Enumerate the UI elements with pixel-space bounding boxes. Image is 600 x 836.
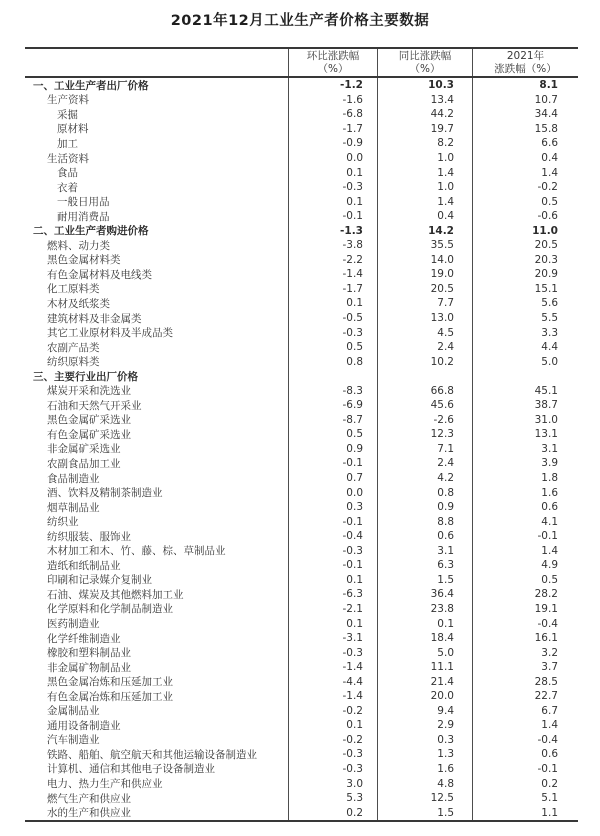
row-value-ytd: 0.2: [472, 776, 578, 791]
table-row: [25, 544, 578, 559]
table-row: [25, 573, 578, 588]
table-row: [25, 762, 578, 777]
row-value-ytd: 0.6: [472, 747, 578, 762]
row-label: 烟草制品业: [47, 501, 100, 514]
table-row: [25, 500, 578, 515]
row-value-ytd: 0.5: [472, 573, 578, 588]
table-row: [25, 747, 578, 762]
row-value-mom: -0.3: [288, 180, 377, 195]
row-value-yoy: 45.6: [377, 398, 472, 413]
table-row: [25, 282, 578, 297]
table-row: [25, 122, 578, 137]
table-row: [25, 383, 578, 398]
table-row: [25, 631, 578, 646]
row-value-mom: -3.1: [288, 631, 377, 646]
row-value-ytd: 0.6: [472, 500, 578, 515]
row-value-mom: -8.3: [288, 383, 377, 398]
row-value-yoy: 3.1: [377, 544, 472, 559]
row-label: 食品: [57, 167, 78, 180]
row-value-mom: 0.7: [288, 471, 377, 486]
row-label: 电力、热力生产和供应业: [47, 778, 163, 791]
row-value-ytd: -0.1: [472, 762, 578, 777]
page-title: 2021年12月工业生产者价格主要数据: [170, 13, 430, 29]
row-value-yoy: 12.5: [377, 791, 472, 806]
row-label: 生产资料: [47, 94, 89, 107]
row-value-ytd: 1.6: [472, 485, 578, 500]
row-value-yoy: 1.0: [377, 180, 472, 195]
header-cell-ytd: [472, 49, 578, 76]
row-value-yoy: 9.4: [377, 704, 472, 719]
row-label: 木材加工和木、竹、藤、棕、草制品业: [47, 545, 226, 558]
table-row: [25, 165, 578, 180]
row-value-yoy: -2.6: [377, 413, 472, 428]
row-value-mom: -0.3: [288, 325, 377, 340]
row-value-ytd: 1.4: [472, 718, 578, 733]
row-value-yoy: 14.0: [377, 253, 472, 268]
row-value-ytd: 15.1: [472, 282, 578, 297]
row-value-yoy: 21.4: [377, 674, 472, 689]
row-value-ytd: 11.0: [472, 223, 578, 238]
row-value-yoy: 14.2: [377, 223, 472, 238]
row-label: 燃气生产和供应业: [47, 792, 131, 805]
row-value-ytd: -0.4: [472, 733, 578, 748]
row-label: 化学纤维制造业: [47, 632, 121, 645]
row-value-mom: 0.5: [288, 340, 377, 355]
row-value-ytd: -0.2: [472, 180, 578, 195]
table-row: [25, 791, 578, 806]
table-row: [25, 558, 578, 573]
row-value-ytd: 45.1: [472, 383, 578, 398]
row-value-ytd: [472, 369, 578, 384]
row-label: 一般日用品: [57, 196, 110, 209]
row-value-ytd: 19.1: [472, 602, 578, 617]
row-value-mom: -1.2: [288, 78, 377, 93]
row-value-yoy: 2.4: [377, 340, 472, 355]
row-value-yoy: 35.5: [377, 238, 472, 253]
row-label: 其它工业原材料及半成品类: [47, 327, 173, 340]
row-value-yoy: 4.2: [377, 471, 472, 486]
row-value-ytd: 22.7: [472, 689, 578, 704]
table-row: [25, 689, 578, 704]
row-value-yoy: 10.3: [377, 78, 472, 93]
table-row: [25, 427, 578, 442]
row-value-mom: -1.7: [288, 282, 377, 297]
table-row: [25, 514, 578, 529]
row-value-ytd: 1.4: [472, 544, 578, 559]
row-value-mom: -0.5: [288, 311, 377, 326]
table-row: [25, 325, 578, 340]
row-value-mom: -0.3: [288, 645, 377, 660]
table-row: [25, 529, 578, 544]
row-value-mom: 0.3: [288, 500, 377, 515]
row-label: 食品制造业: [47, 472, 100, 485]
row-value-ytd: 3.1: [472, 442, 578, 457]
row-value-mom: 0.1: [288, 296, 377, 311]
row-value-ytd: 31.0: [472, 413, 578, 428]
row-label: 有色金属材料及电线类: [47, 268, 152, 281]
row-label: 非金属矿物制品业: [47, 661, 131, 674]
table-row: [25, 223, 578, 238]
row-value-yoy: 0.4: [377, 209, 472, 224]
row-label: 橡胶和塑料制品业: [47, 647, 131, 660]
header-yoy-line2: （%）: [409, 62, 441, 75]
row-value-ytd: 3.7: [472, 660, 578, 675]
row-value-ytd: 4.9: [472, 558, 578, 573]
row-value-ytd: 13.1: [472, 427, 578, 442]
row-label: 加工: [57, 137, 78, 150]
row-label: 非金属矿采选业: [47, 443, 121, 456]
row-value-ytd: 16.1: [472, 631, 578, 646]
row-value-yoy: 4.8: [377, 776, 472, 791]
row-value-ytd: -0.4: [472, 616, 578, 631]
table-row: [25, 485, 578, 500]
row-value-yoy: 5.0: [377, 645, 472, 660]
row-value-yoy: 10.2: [377, 354, 472, 369]
row-value-mom: -0.3: [288, 747, 377, 762]
table-row: [25, 194, 578, 209]
header-ytd-line1: 2021年: [506, 50, 545, 62]
table-row: [25, 442, 578, 457]
row-value-yoy: 2.9: [377, 718, 472, 733]
table-row: [25, 776, 578, 791]
row-value-ytd: 5.6: [472, 296, 578, 311]
table-row: [25, 413, 578, 428]
row-value-ytd: 3.3: [472, 325, 578, 340]
table-row: [25, 253, 578, 268]
row-value-mom: -0.1: [288, 514, 377, 529]
row-label: 二、工业生产者购进价格: [33, 225, 149, 238]
row-value-mom: -8.7: [288, 413, 377, 428]
row-label: 煤炭开采和洗选业: [47, 385, 131, 398]
table-row: [25, 733, 578, 748]
row-value-yoy: 1.4: [377, 194, 472, 209]
table-row: [25, 471, 578, 486]
header-cell-yoy: [377, 49, 472, 76]
row-value-mom: -0.1: [288, 558, 377, 573]
row-value-mom: -0.1: [288, 209, 377, 224]
row-label: 建筑材料及非金属类: [47, 312, 142, 325]
row-label: 纺织业: [47, 516, 79, 529]
row-label: 三、主要行业出厂价格: [33, 370, 138, 383]
row-value-ytd: 20.9: [472, 267, 578, 282]
row-label: 黑色金属冶炼和压延加工业: [47, 676, 173, 689]
row-value-yoy: 8.8: [377, 514, 472, 529]
row-value-yoy: 4.5: [377, 325, 472, 340]
row-label: 黑色金属矿采选业: [47, 414, 131, 427]
row-value-mom: 0.8: [288, 354, 377, 369]
header-mom-line1: 环比涨跌幅: [306, 50, 360, 62]
header-cell-mom: [288, 49, 377, 76]
row-value-yoy: 1.4: [377, 165, 472, 180]
row-label: 纺织原料类: [47, 356, 100, 369]
table-row: [25, 296, 578, 311]
row-value-yoy: 6.3: [377, 558, 472, 573]
table-row: [25, 456, 578, 471]
row-label: 化学原料和化学制品制造业: [47, 603, 173, 616]
header-mom-line2: （%）: [317, 62, 349, 75]
row-value-yoy: 1.0: [377, 151, 472, 166]
row-value-mom: 0.1: [288, 165, 377, 180]
row-value-mom: -0.1: [288, 456, 377, 471]
table-row: [25, 369, 578, 384]
row-label: 化工原料类: [47, 283, 100, 296]
row-value-mom: -6.3: [288, 587, 377, 602]
row-value-mom: -1.4: [288, 267, 377, 282]
row-value-mom: -1.6: [288, 93, 377, 108]
row-value-yoy: 19.7: [377, 122, 472, 137]
row-value-mom: -1.4: [288, 689, 377, 704]
row-value-ytd: 3.2: [472, 645, 578, 660]
row-value-mom: 0.9: [288, 442, 377, 457]
row-value-yoy: 7.7: [377, 296, 472, 311]
row-value-ytd: 28.5: [472, 674, 578, 689]
row-value-mom: 5.3: [288, 791, 377, 806]
row-value-ytd: -0.6: [472, 209, 578, 224]
row-value-mom: -4.4: [288, 674, 377, 689]
data-table: [25, 47, 578, 822]
table-row: [25, 704, 578, 719]
row-label: 一、工业生产者出厂价格: [33, 79, 149, 92]
row-label: 农副产品类: [47, 341, 100, 354]
row-value-mom: 0.5: [288, 427, 377, 442]
table-row: [25, 136, 578, 151]
row-label: 石油和天然气开采业: [47, 399, 142, 412]
row-value-ytd: 38.7: [472, 398, 578, 413]
row-label: 酒、饮料及精制茶制造业: [47, 487, 163, 500]
table-row: [25, 674, 578, 689]
table-row: [25, 78, 578, 93]
row-value-ytd: 28.2: [472, 587, 578, 602]
row-value-ytd: 0.4: [472, 151, 578, 166]
table-row: [25, 107, 578, 122]
row-label: 农副食品加工业: [47, 458, 121, 470]
row-label: 燃料、动力类: [47, 239, 110, 252]
row-value-mom: -3.8: [288, 238, 377, 253]
table-row: [25, 805, 578, 820]
row-value-mom: 0.1: [288, 573, 377, 588]
table-row: [25, 602, 578, 617]
row-value-mom: -0.9: [288, 136, 377, 151]
table-row: [25, 718, 578, 733]
row-value-yoy: [377, 369, 472, 384]
row-value-mom: -2.2: [288, 253, 377, 268]
row-value-yoy: 36.4: [377, 587, 472, 602]
row-value-yoy: 1.6: [377, 762, 472, 777]
row-value-mom: 3.0: [288, 776, 377, 791]
row-value-ytd: 1.1: [472, 805, 578, 820]
row-label: 水的生产和供应业: [47, 807, 131, 820]
row-value-ytd: 4.1: [472, 514, 578, 529]
table-row: [25, 354, 578, 369]
header-yoy-line1: 同比涨跌幅: [398, 50, 452, 62]
row-value-mom: -0.4: [288, 529, 377, 544]
row-value-yoy: 11.1: [377, 660, 472, 675]
row-value-yoy: 0.8: [377, 485, 472, 500]
table-row: [25, 209, 578, 224]
row-value-yoy: 8.2: [377, 136, 472, 151]
row-label: 铁路、船舶、航空航天和其他运输设备制造业: [47, 748, 257, 761]
row-value-yoy: 1.5: [377, 805, 472, 820]
table-row: [25, 93, 578, 108]
row-value-yoy: 18.4: [377, 631, 472, 646]
row-value-ytd: 15.8: [472, 122, 578, 137]
table-row: [25, 660, 578, 675]
row-value-mom: 0.2: [288, 805, 377, 820]
row-value-ytd: 8.1: [472, 78, 578, 93]
table-row: [25, 267, 578, 282]
header-ytd-line2: 涨跌幅（%）: [494, 62, 557, 75]
row-value-yoy: 0.1: [377, 616, 472, 631]
row-value-ytd: 5.1: [472, 791, 578, 806]
row-value-yoy: 1.3: [377, 747, 472, 762]
row-value-mom: -6.8: [288, 107, 377, 122]
table-header: [25, 49, 578, 78]
row-value-mom: 0.1: [288, 616, 377, 631]
row-value-ytd: 1.8: [472, 471, 578, 486]
row-value-mom: -0.3: [288, 544, 377, 559]
row-label: 医药制造业: [47, 618, 100, 631]
table-row: [25, 616, 578, 631]
row-value-yoy: 44.2: [377, 107, 472, 122]
row-value-yoy: 12.3: [377, 427, 472, 442]
row-value-ytd: 6.7: [472, 704, 578, 719]
row-value-yoy: 0.9: [377, 500, 472, 515]
row-label: 通用设备制造业: [47, 719, 121, 732]
row-label: 木材及纸浆类: [47, 297, 110, 310]
row-value-ytd: 1.4: [472, 165, 578, 180]
row-value-ytd: 20.3: [472, 253, 578, 268]
row-value-mom: -1.3: [288, 223, 377, 238]
row-value-ytd: 3.9: [472, 456, 578, 471]
row-value-ytd: 5.5: [472, 311, 578, 326]
row-label: 石油、煤炭及其他燃料加工业: [47, 588, 184, 601]
table-row: [25, 587, 578, 602]
row-label: 黑色金属材料类: [47, 254, 121, 267]
row-value-ytd: -0.1: [472, 529, 578, 544]
row-label: 衣着: [57, 181, 78, 194]
row-value-yoy: 66.8: [377, 383, 472, 398]
row-value-mom: -1.4: [288, 660, 377, 675]
row-value-ytd: 0.5: [472, 194, 578, 209]
row-value-ytd: 4.4: [472, 340, 578, 355]
table-row: [25, 151, 578, 166]
row-value-mom: -0.3: [288, 762, 377, 777]
row-value-mom: [288, 369, 377, 384]
table-row: [25, 340, 578, 355]
row-value-yoy: 1.5: [377, 573, 472, 588]
table-row: [25, 311, 578, 326]
row-label: 纺织服装、服饰业: [47, 530, 131, 543]
row-value-mom: -2.1: [288, 602, 377, 617]
row-value-ytd: 5.0: [472, 354, 578, 369]
row-value-ytd: 34.4: [472, 107, 578, 122]
row-value-ytd: 20.5: [472, 238, 578, 253]
row-value-yoy: 23.8: [377, 602, 472, 617]
row-value-mom: 0.1: [288, 194, 377, 209]
row-value-yoy: 0.6: [377, 529, 472, 544]
row-label: 采掘: [57, 108, 78, 121]
row-value-yoy: 20.5: [377, 282, 472, 297]
row-value-yoy: 20.0: [377, 689, 472, 704]
table-row: [25, 398, 578, 413]
row-value-mom: 0.0: [288, 485, 377, 500]
row-value-yoy: 0.3: [377, 733, 472, 748]
row-value-mom: -0.2: [288, 733, 377, 748]
table-row: [25, 645, 578, 660]
row-value-mom: 0.0: [288, 151, 377, 166]
row-value-ytd: 10.7: [472, 93, 578, 108]
table-row: [25, 180, 578, 195]
row-value-mom: -0.2: [288, 704, 377, 719]
header-cell-category: [25, 49, 288, 76]
row-label: 耐用消费品: [57, 210, 110, 223]
row-value-yoy: 13.0: [377, 311, 472, 326]
row-label: 汽车制造业: [47, 734, 100, 747]
row-label: 生活资料: [47, 152, 89, 165]
row-label: 有色金属矿采选业: [47, 428, 131, 441]
row-value-mom: 0.1: [288, 718, 377, 733]
table-row: [25, 238, 578, 253]
row-label: 造纸和纸制品业: [47, 559, 121, 572]
row-value-yoy: 13.4: [377, 93, 472, 108]
row-label: 有色金属冶炼和压延加工业: [47, 690, 173, 703]
row-value-mom: -6.9: [288, 398, 377, 413]
row-label: 计算机、通信和其他电子设备制造业: [47, 763, 215, 776]
row-value-ytd: 6.6: [472, 136, 578, 151]
row-label: 原材料: [57, 123, 89, 136]
row-value-mom: -1.7: [288, 122, 377, 137]
row-label: 印刷和记录媒介复制业: [47, 574, 152, 587]
row-value-yoy: 19.0: [377, 267, 472, 282]
row-label: 金属制品业: [47, 705, 100, 718]
row-value-yoy: 7.1: [377, 442, 472, 457]
row-value-yoy: 2.4: [377, 456, 472, 471]
table-body: [25, 78, 578, 820]
